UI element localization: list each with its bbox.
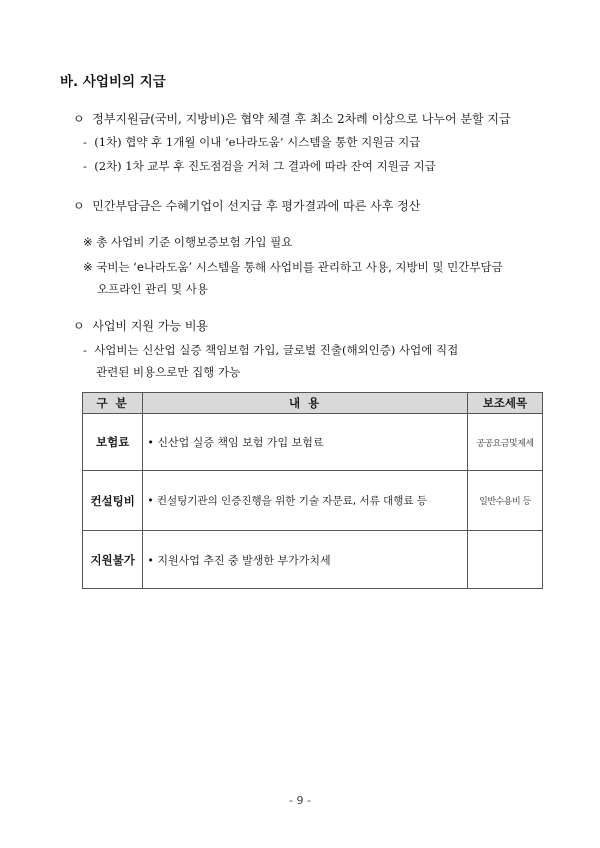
sub-item-1b-text: (2차) 1차 교부 후 진도점검을 거쳐 그 결과에 따라 잔여 지원금 지급 — [94, 159, 436, 173]
bullet-item-2-text: 민간부담금은 수혜기업이 선지급 후 평가결과에 따른 사후 정산 — [92, 199, 421, 213]
row-content: • 지원사업 추진 중 발생한 부가가치세 — [143, 531, 468, 589]
page-number: - 9 - — [289, 794, 311, 807]
sub-item-3a — [83, 342, 458, 358]
sub-item-1a-text: (1차) 협약 후 1개월 이내 ‘e나라도움’ 시스템을 통한 지원금 지급 — [94, 135, 421, 149]
header-content: 내 용 — [143, 393, 468, 414]
header-subitem: 보조세목 — [467, 393, 542, 414]
dash-bullet: - — [83, 343, 87, 357]
sub-item-1a — [83, 134, 420, 150]
expense-table — [82, 392, 543, 589]
bullet-item-1-text: 정부지원금(국비, 지방비)은 협약 체결 후 최소 2차례 이상으로 나누어 분할 지급 — [92, 112, 511, 126]
bullet-item-1 — [73, 110, 511, 127]
table-header-row — [83, 393, 543, 414]
circle-bullet-icon: ㅇ — [73, 199, 85, 213]
sub-item-1b — [83, 158, 436, 174]
note-1 — [83, 234, 292, 250]
note-2-text: 국비는 ‘e나라도움’ 시스템을 통해 사업비를 관리하고 사용, 지방비 및 민간부담금 — [96, 260, 503, 274]
note-2-continued: 오프라인 관리 및 사용 — [97, 282, 208, 296]
row-subitem — [467, 531, 542, 589]
dash-bullet: - — [83, 135, 87, 149]
sub-item-3a-text: 사업비는 신산업 실증 책임보험 가입, 글로벌 진출(해외인증) 사업에 직접 — [94, 343, 459, 357]
section-title: 바. 사업비의 지급 — [60, 74, 166, 90]
sub-item-3a-continued: 관련된 비용으로만 집행 가능 — [96, 365, 241, 379]
row-content: • 컨설팅기관의 인증진행을 위한 기술 자문료, 서류 대행료 등 — [143, 471, 468, 531]
row-category: 컨설팅비 — [83, 471, 143, 531]
reference-mark-icon: ※ — [83, 260, 93, 274]
row-category: 보험료 — [83, 414, 143, 471]
dash-bullet: - — [83, 159, 87, 173]
row-category: 지원불가 — [83, 531, 143, 589]
table-row — [83, 471, 543, 531]
table-row — [83, 414, 543, 471]
header-category: 구 분 — [83, 393, 143, 414]
bullet-item-3-text: 사업비 지원 가능 비용 — [92, 319, 209, 333]
reference-mark-icon: ※ — [83, 235, 93, 249]
bullet-item-3 — [73, 317, 208, 334]
row-subitem: 공공요금및제세 — [467, 414, 542, 471]
note-2 — [83, 259, 503, 275]
row-content: • 신산업 실증 책임 보험 가입 보험료 — [143, 414, 468, 471]
note-1-text: 총 사업비 기준 이행보증보험 가입 필요 — [96, 235, 293, 249]
bullet-item-2 — [73, 197, 420, 214]
circle-bullet-icon: ㅇ — [73, 319, 85, 333]
row-subitem: 일반수용비 등 — [467, 471, 542, 531]
table-row — [83, 531, 543, 589]
circle-bullet-icon: ㅇ — [73, 112, 85, 126]
